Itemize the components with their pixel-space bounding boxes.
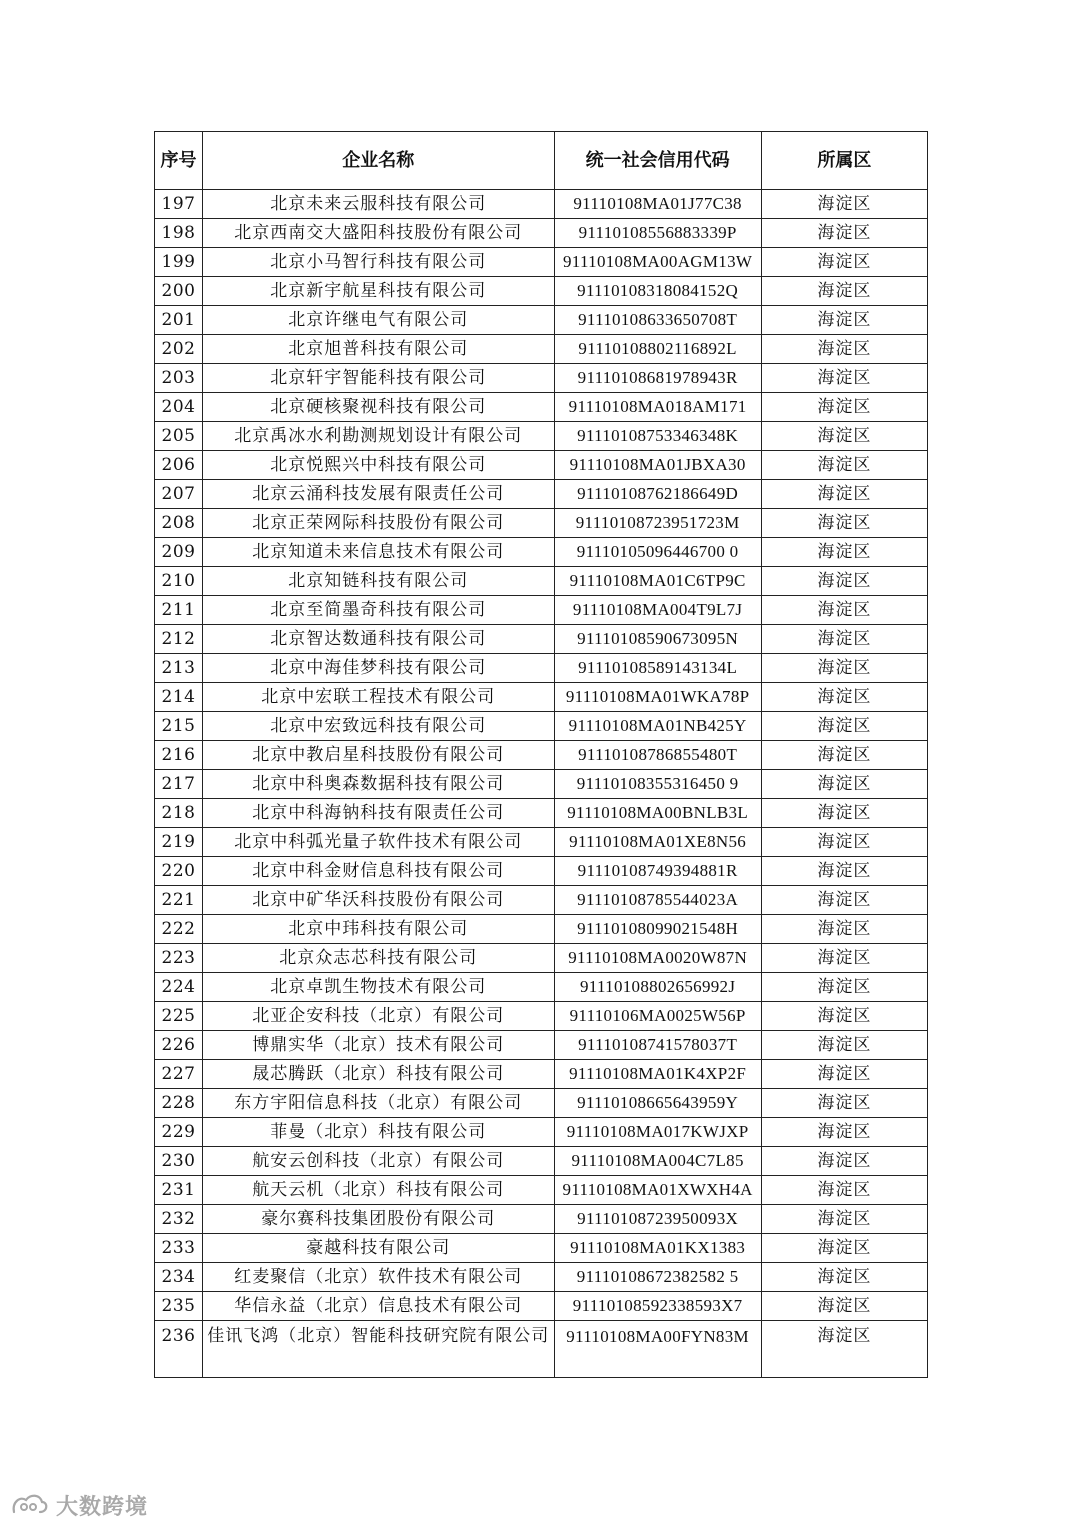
cell-company-name: 北京未来云服科技有限公司 [203,190,554,219]
cell-credit-code: 91110108633650708T [554,306,761,335]
cell-company-name: 北京许继电气有限公司 [203,306,554,335]
table-row [155,1176,928,1205]
cell-district: 海淀区 [761,480,927,509]
cell-serial-number: 207 [155,480,203,509]
cell-company-name: 北京至简墨奇科技有限公司 [203,596,554,625]
table-row [155,509,928,538]
table-row [155,915,928,944]
cell-credit-code: 91110108802656992J [554,973,761,1002]
cell-district: 海淀区 [761,451,927,480]
cell-district: 海淀区 [761,915,927,944]
cell-serial-number: 222 [155,915,203,944]
cell-company-name: 北京云涌科技发展有限责任公司 [203,480,554,509]
cell-serial-number: 223 [155,944,203,973]
cell-company-name: 晟芯腾跃（北京）科技有限公司 [203,1060,554,1089]
cell-district: 海淀区 [761,393,927,422]
cell-district: 海淀区 [761,538,927,567]
cell-district: 海淀区 [761,1031,927,1060]
table-row [155,1060,928,1089]
cell-serial-number: 224 [155,973,203,1002]
table-row [155,770,928,799]
cell-company-name: 博鼎实华（北京）技术有限公司 [203,1031,554,1060]
cell-credit-code: 91110108MA01XWXH4A [554,1176,761,1205]
cell-credit-code: 91110108753346348K [554,422,761,451]
cell-district: 海淀区 [761,1292,927,1321]
table-row [155,828,928,857]
table-row [155,422,928,451]
cell-serial-number: 204 [155,393,203,422]
company-table [154,131,928,1378]
cell-company-name: 北京中海佳梦科技有限公司 [203,654,554,683]
table-row [155,683,928,712]
cell-company-name: 北京中宏致远科技有限公司 [203,712,554,741]
cell-company-name: 北京众志芯科技有限公司 [203,944,554,973]
header-credit-code: 统一社会信用代码 [554,132,761,190]
cell-company-name: 北京中玮科技有限公司 [203,915,554,944]
table-row [155,190,928,219]
cell-credit-code: 91110108592338593X7 [554,1292,761,1321]
cell-serial-number: 227 [155,1060,203,1089]
cell-credit-code: 91110108589143134L [554,654,761,683]
cell-serial-number: 236 [155,1321,203,1378]
cell-district: 海淀区 [761,422,927,451]
header-district: 所属区 [761,132,927,190]
cell-serial-number: 217 [155,770,203,799]
cell-district: 海淀区 [761,857,927,886]
cell-credit-code: 91110108802116892L [554,335,761,364]
cell-serial-number: 214 [155,683,203,712]
cell-company-name: 北京旭普科技有限公司 [203,335,554,364]
cell-credit-code: 91110108672382582 5 [554,1263,761,1292]
table-row [155,712,928,741]
table-row [155,596,928,625]
cell-company-name: 北京中教启星科技股份有限公司 [203,741,554,770]
table-row [155,567,928,596]
cell-serial-number: 213 [155,654,203,683]
cell-district: 海淀区 [761,654,927,683]
cell-credit-code: 91110108MA004T9L7J [554,596,761,625]
table-row [155,248,928,277]
table-row [155,1089,928,1118]
cell-credit-code: 91110108590673095N [554,625,761,654]
table-row [155,1002,928,1031]
table-row [155,944,928,973]
watermark [10,1488,148,1522]
cell-district: 海淀区 [761,248,927,277]
cell-credit-code: 91110108MA017KWJXP [554,1118,761,1147]
cell-district: 海淀区 [761,1060,927,1089]
table-body [155,190,928,1378]
cell-company-name: 佳讯飞鸿（北京）智能科技研究院有限公司 [203,1321,554,1378]
cell-serial-number: 215 [155,712,203,741]
cell-company-name: 北京中科金财信息科技有限公司 [203,857,554,886]
cell-district: 海淀区 [761,1089,927,1118]
cell-credit-code: 91110108MA00BNLB3L [554,799,761,828]
cell-credit-code: 91110108318084152Q [554,277,761,306]
cell-company-name: 航安云创科技（北京）有限公司 [203,1147,554,1176]
cell-district: 海淀区 [761,741,927,770]
cell-serial-number: 228 [155,1089,203,1118]
cell-credit-code: 91110108MA00AGM13W [554,248,761,277]
table-row [155,741,928,770]
cell-district: 海淀区 [761,770,927,799]
cell-district: 海淀区 [761,277,927,306]
cell-serial-number: 209 [155,538,203,567]
cell-credit-code: 91110108741578037T [554,1031,761,1060]
cell-serial-number: 201 [155,306,203,335]
table-row [155,1321,928,1378]
cell-credit-code: 91110108099021548H [554,915,761,944]
cell-credit-code: 91110108MA01C6TP9C [554,567,761,596]
cell-serial-number: 216 [155,741,203,770]
cell-district: 海淀区 [761,944,927,973]
cell-district: 海淀区 [761,1176,927,1205]
cell-district: 海淀区 [761,1321,927,1378]
cell-serial-number: 205 [155,422,203,451]
header-serial-number: 序号 [155,132,203,190]
cell-credit-code: 91110105096446700 0 [554,538,761,567]
cell-serial-number: 203 [155,364,203,393]
cell-company-name: 北京中科海钠科技有限责任公司 [203,799,554,828]
cell-company-name: 北京中宏联工程技术有限公司 [203,683,554,712]
cell-serial-number: 231 [155,1176,203,1205]
cell-company-name: 北京知链科技有限公司 [203,567,554,596]
cell-credit-code: 91110108MA0020W87N [554,944,761,973]
cell-credit-code: 91110108723950093X [554,1205,761,1234]
table-header-row [155,132,928,190]
table-row [155,857,928,886]
table-row [155,393,928,422]
cell-district: 海淀区 [761,1205,927,1234]
cell-credit-code: 91110108MA01WKA78P [554,683,761,712]
cell-serial-number: 212 [155,625,203,654]
cell-serial-number: 235 [155,1292,203,1321]
cell-company-name: 北京禹冰水利勘测规划设计有限公司 [203,422,554,451]
cell-district: 海淀区 [761,364,927,393]
cell-credit-code: 91110106MA0025W56P [554,1002,761,1031]
table-row [155,219,928,248]
cell-district: 海淀区 [761,567,927,596]
cell-company-name: 北京西南交大盛阳科技股份有限公司 [203,219,554,248]
table-row [155,886,928,915]
cell-credit-code: 91110108MA01JBXA30 [554,451,761,480]
table-row [155,364,928,393]
table-row [155,1205,928,1234]
cell-district: 海淀区 [761,509,927,538]
cell-serial-number: 218 [155,799,203,828]
cell-serial-number: 225 [155,1002,203,1031]
cell-credit-code: 91110108MA01NB425Y [554,712,761,741]
cell-district: 海淀区 [761,973,927,1002]
cell-company-name: 菲曼（北京）科技有限公司 [203,1118,554,1147]
cell-serial-number: 221 [155,886,203,915]
table-row [155,1234,928,1263]
cell-district: 海淀区 [761,306,927,335]
cell-company-name: 北京中矿华沃科技股份有限公司 [203,886,554,915]
cell-credit-code: 91110108786855480T [554,741,761,770]
cell-serial-number: 230 [155,1147,203,1176]
brand-logo-icon [10,1490,50,1520]
cell-serial-number: 200 [155,277,203,306]
cell-district: 海淀区 [761,1118,927,1147]
cell-district: 海淀区 [761,219,927,248]
table-row [155,306,928,335]
cell-district: 海淀区 [761,1263,927,1292]
cell-company-name: 华信永益（北京）信息技术有限公司 [203,1292,554,1321]
cell-serial-number: 232 [155,1205,203,1234]
cell-serial-number: 233 [155,1234,203,1263]
cell-serial-number: 226 [155,1031,203,1060]
cell-district: 海淀区 [761,625,927,654]
cell-company-name: 北京正荣网际科技股份有限公司 [203,509,554,538]
cell-company-name: 东方宇阳信息科技（北京）有限公司 [203,1089,554,1118]
cell-credit-code: 91110108MA01K4XP2F [554,1060,761,1089]
table-row [155,625,928,654]
table-row [155,1118,928,1147]
watermark-text: 大数跨境 [56,1494,149,1520]
cell-company-name: 北京卓凯生物技术有限公司 [203,973,554,1002]
cell-credit-code: 91110108665643959Y [554,1089,761,1118]
cell-district: 海淀区 [761,1002,927,1031]
cell-serial-number: 211 [155,596,203,625]
cell-district: 海淀区 [761,886,927,915]
cell-district: 海淀区 [761,596,927,625]
table-row [155,1147,928,1176]
cell-serial-number: 229 [155,1118,203,1147]
cell-district: 海淀区 [761,828,927,857]
table-row [155,1031,928,1060]
table-row [155,654,928,683]
cell-company-name: 北京知道未来信息技术有限公司 [203,538,554,567]
cell-district: 海淀区 [761,799,927,828]
table-row [155,799,928,828]
table-row [155,1292,928,1321]
cell-serial-number: 208 [155,509,203,538]
cell-credit-code: 91110108681978943R [554,364,761,393]
cell-credit-code: 91110108749394881R [554,857,761,886]
table-row [155,335,928,364]
cell-credit-code: 91110108MA01J77C38 [554,190,761,219]
cell-district: 海淀区 [761,190,927,219]
cell-company-name: 北京新宇航星科技有限公司 [203,277,554,306]
cell-company-name: 红麦聚信（北京）软件技术有限公司 [203,1263,554,1292]
cell-company-name: 北亚企安科技（北京）有限公司 [203,1002,554,1031]
cell-company-name: 北京智达数通科技有限公司 [203,625,554,654]
cell-serial-number: 199 [155,248,203,277]
table-row [155,1263,928,1292]
cell-district: 海淀区 [761,335,927,364]
table-row [155,451,928,480]
cell-serial-number: 206 [155,451,203,480]
cell-serial-number: 234 [155,1263,203,1292]
cell-district: 海淀区 [761,712,927,741]
cell-credit-code: 91110108MA018AM171 [554,393,761,422]
cell-company-name: 航天云机（北京）科技有限公司 [203,1176,554,1205]
cell-credit-code: 91110108MA00FYN83M [554,1321,761,1378]
cell-company-name: 北京中科奥森数据科技有限公司 [203,770,554,799]
cell-district: 海淀区 [761,683,927,712]
cell-company-name: 北京中科弧光量子软件技术有限公司 [203,828,554,857]
cell-credit-code: 91110108MA01XE8N56 [554,828,761,857]
cell-serial-number: 197 [155,190,203,219]
cell-company-name: 北京悦熙兴中科技有限公司 [203,451,554,480]
cell-company-name: 豪越科技有限公司 [203,1234,554,1263]
cell-company-name: 北京硬核聚视科技有限公司 [203,393,554,422]
cell-district: 海淀区 [761,1234,927,1263]
table-row [155,480,928,509]
cell-credit-code: 91110108556883339P [554,219,761,248]
cell-serial-number: 202 [155,335,203,364]
cell-company-name: 北京轩宇智能科技有限公司 [203,364,554,393]
cell-company-name: 北京小马智行科技有限公司 [203,248,554,277]
table-row [155,538,928,567]
cell-serial-number: 220 [155,857,203,886]
cell-district: 海淀区 [761,1147,927,1176]
table-row [155,277,928,306]
cell-credit-code: 91110108MA004C7L85 [554,1147,761,1176]
cell-credit-code: 91110108762186649D [554,480,761,509]
table-row [155,973,928,1002]
cell-serial-number: 210 [155,567,203,596]
cell-credit-code: 91110108723951723M [554,509,761,538]
header-company-name: 企业名称 [203,132,554,190]
cell-credit-code: 91110108355316450 9 [554,770,761,799]
cell-serial-number: 219 [155,828,203,857]
cell-credit-code: 91110108MA01KX1383 [554,1234,761,1263]
cell-credit-code: 91110108785544023A [554,886,761,915]
cell-serial-number: 198 [155,219,203,248]
cell-company-name: 豪尔赛科技集团股份有限公司 [203,1205,554,1234]
